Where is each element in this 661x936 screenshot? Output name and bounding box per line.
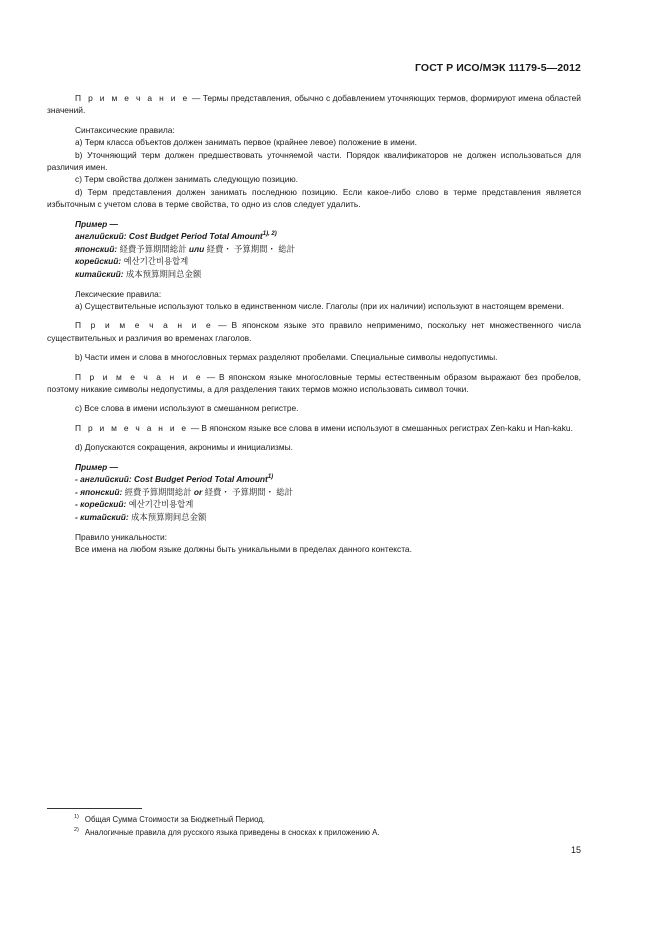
lexical-rule-c: с) Все слова в имени используют в смешанном регистре. xyxy=(75,403,299,414)
syntax-rule-c: с) Терм свойства должен занимать следующую позицию. xyxy=(75,174,298,185)
page-number: 15 xyxy=(570,845,581,855)
example-japanese: японский: 経費予算期間総計 или 経費・ 予算期間・ 総計 xyxy=(75,243,295,254)
document-header: ГОСТ Р ИСО/МЭК 11179-5—2012 xyxy=(415,62,581,74)
example-heading: Пример — xyxy=(75,461,118,472)
example-english: - английский: Cost Budget Period Total Amount$^{1)}$ xyxy=(75,474,274,485)
lexical-rule-d: d) Допускаются сокращения, акронимы и инициализмы. xyxy=(75,442,293,453)
uniqueness-rule: Все имена на любом языке должны быть уникальными в пределах данного контекста. xyxy=(75,544,412,555)
english-name: Cost Budget Period Total Amount xyxy=(134,474,268,485)
note-lexical-c: П р и м е ч а н и е — В японском языке все слова в имени используют в смешанных регистрах Zen-kaku и Han-kaku. xyxy=(75,422,573,433)
footnote-ref: 1) xyxy=(267,474,274,481)
note-label: П р и м е ч а н и е xyxy=(75,93,190,103)
footnote-ref: 1), 2) xyxy=(262,231,277,238)
example-japanese: - японский: 經費予算期間総計 or 経費・ 予算期間・ 総計 xyxy=(75,486,294,497)
example-korean: - корейский: 예산기간비용합계 xyxy=(75,499,194,510)
footnote-1: $^{1)}$ Общая Сумма Стоимости за Бюджетный Период. xyxy=(74,814,265,824)
example-korean: корейский: 예산기간비용합계 xyxy=(75,256,189,267)
footnote-divider xyxy=(47,808,142,809)
syntax-rule-b: b) Уточняющий терм должен предшествовать уточняемой части. Порядок квалификаторов не должен использоваться для различия имен. xyxy=(47,149,581,173)
uniqueness-heading: Правило уникальности: xyxy=(75,531,167,542)
example-syntax xyxy=(47,218,581,281)
syntax-heading: Синтаксические правила: xyxy=(75,124,175,135)
example-chinese: китайский: 成本预算期间总金额 xyxy=(75,269,202,280)
syntax-rule-a: а) Терм класса объектов должен занимать первое (крайнее левое) положение в имени. xyxy=(75,137,417,148)
document-body xyxy=(47,92,581,555)
example-chinese: - китайский: 成本预算期间总金额 xyxy=(75,512,207,523)
example-lexical xyxy=(47,461,581,524)
note-lexical-a: П р и м е ч а н и е — В японском языке это правило неприменимо, поскольку нет множественного числа существительных и различия во временах глаголов. xyxy=(47,320,581,343)
lexical-rule-b: b) Части имен и слова в многословных термах разделяют пробелами. Специальные символы недопустимы. xyxy=(75,352,498,363)
note-text: — Термы представления, обычно с добавлением уточняющих термов, формируют имена областей значений. xyxy=(47,93,581,116)
note-lexical-b: П р и м е ч а н и е — В японском языке многословные термы естественным образом выражают без пробелов, поэтому никакие символы недопустимы, а для разделения таких термов можно использовать символ точки. xyxy=(47,371,581,395)
note-representation-terms xyxy=(47,92,581,117)
example-heading: Пример — xyxy=(75,218,118,229)
lexical-heading: Лексические правила: xyxy=(75,288,162,299)
english-name: Cost Budget Period Total Amount xyxy=(128,231,263,242)
footnote-2: $^{2)}$ Аналогичные правила для русского языка приведены в сносках к приложению А. xyxy=(74,827,380,837)
lexical-rule-a: а) Существительные используют только в единственном числе. Глаголы (при их наличии) используют в настоящем времени. xyxy=(75,301,564,312)
footnotes xyxy=(74,813,574,839)
syntax-rule-d: d) Терм представления должен занимать последнюю позицию. Если какое-либо слово в терме представления является избыточным с учетом слова в терме свойства, то одно из слов следует удалить. xyxy=(47,186,581,210)
example-english: английский: Cost Budget Period Total Amount$^{1), 2)}$ xyxy=(75,231,277,242)
